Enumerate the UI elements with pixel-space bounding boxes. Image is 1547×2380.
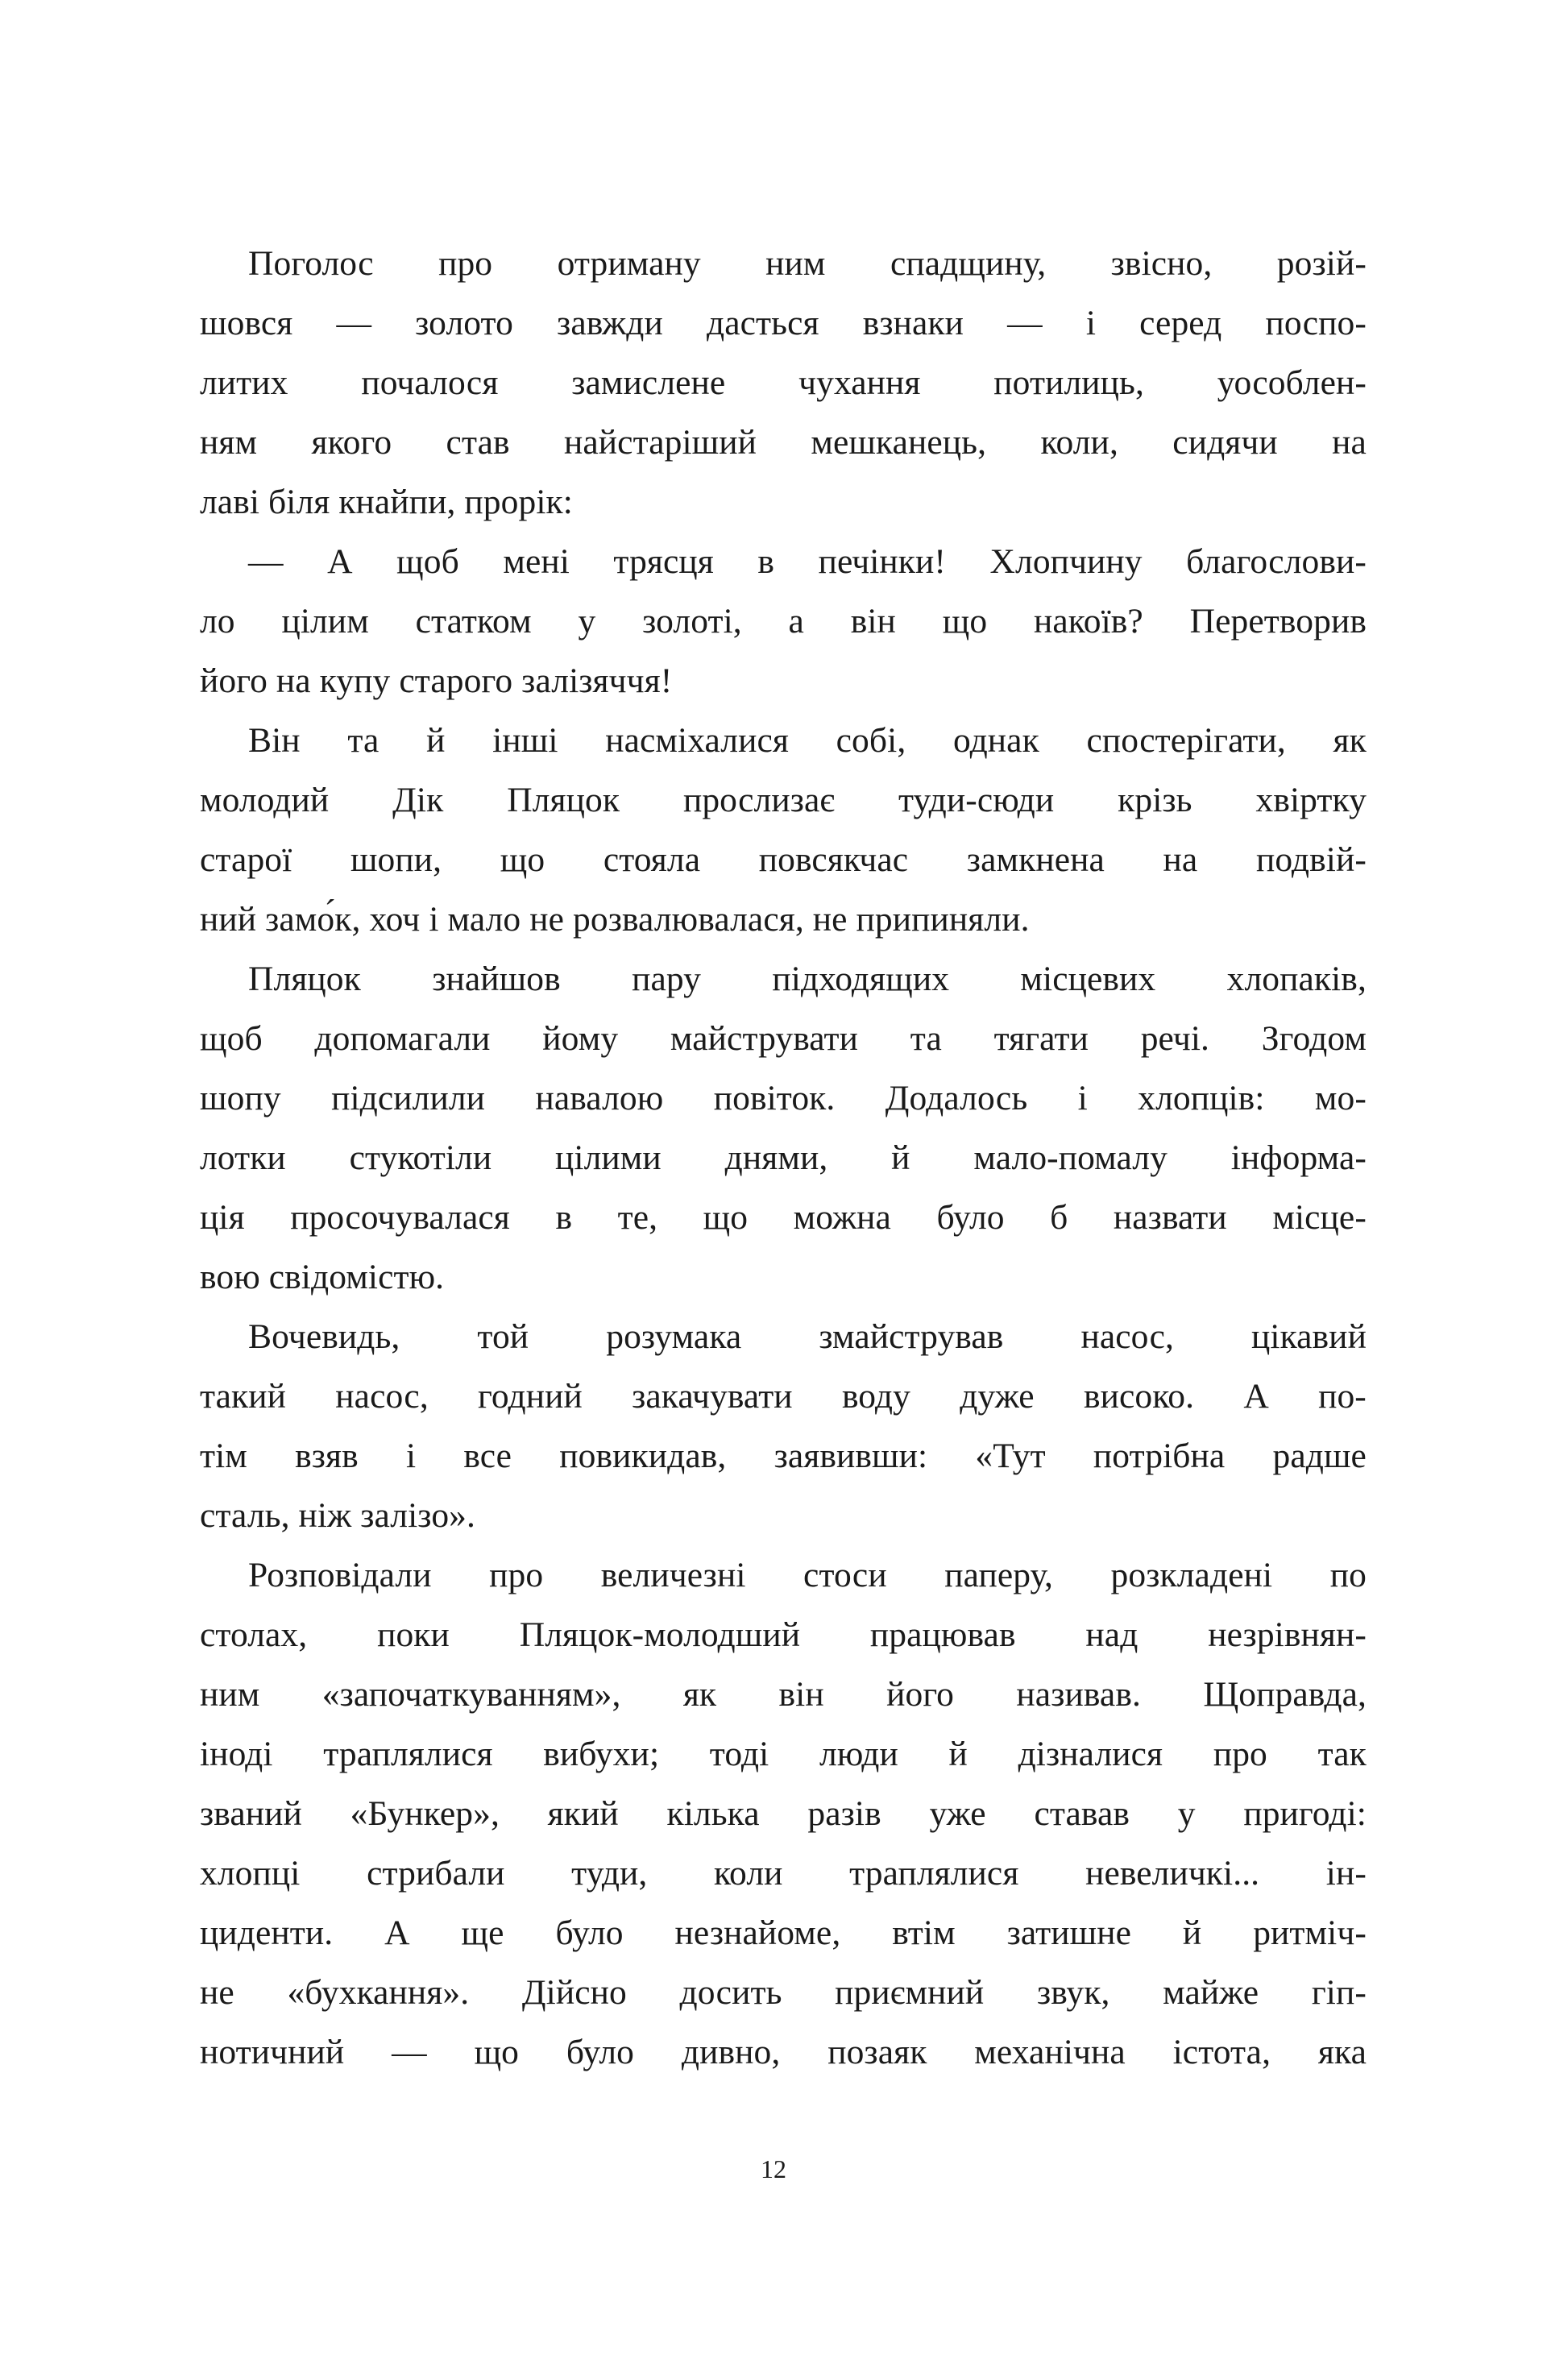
text-word: ставав: [1034, 1794, 1130, 1833]
text-word: —: [392, 2033, 427, 2071]
text-word: дивно,: [681, 2033, 781, 2071]
text-word: золоті,: [642, 602, 742, 641]
text-line: [200, 711, 1367, 770]
text-word: інші: [492, 721, 558, 760]
text-line: [200, 532, 1367, 591]
text-word: що: [942, 602, 988, 641]
text-word: туди-сюди: [898, 781, 1055, 819]
text-word: не: [200, 1973, 234, 2012]
text-word: золото: [415, 304, 513, 342]
text-word: пригоді:: [1243, 1794, 1367, 1833]
text-word: люди: [819, 1735, 898, 1773]
text-word: невеличкі...: [1085, 1854, 1260, 1893]
text-word: радше: [1272, 1437, 1367, 1475]
text-word: йому: [542, 1019, 619, 1058]
text-word: так: [1317, 1735, 1367, 1773]
text-word: найстаріший: [564, 423, 757, 462]
text-word: про: [1213, 1735, 1267, 1773]
text-word: називав.: [1016, 1675, 1141, 1714]
text-word: про: [489, 1556, 544, 1594]
text-word: над: [1085, 1615, 1138, 1654]
text-word: вибухи;: [543, 1735, 660, 1773]
text-line: [200, 353, 1367, 413]
text-word: можна: [793, 1198, 891, 1237]
text-word: почалося: [361, 363, 499, 402]
text-word: потрібна: [1093, 1437, 1226, 1475]
text-word: затишне: [1006, 1914, 1132, 1952]
text-line: [200, 1307, 1367, 1366]
text-word: в: [757, 542, 775, 581]
text-word: щоб: [200, 1019, 263, 1058]
text-word: підсилили: [331, 1079, 486, 1117]
paragraph: [200, 711, 1367, 949]
text-word: він: [778, 1675, 824, 1714]
text-word: він: [850, 602, 896, 641]
text-word: старої: [200, 840, 292, 879]
text-word: незрівнян-: [1208, 1615, 1367, 1654]
text-word: траплялися: [849, 1854, 1019, 1893]
text-word: і: [1077, 1079, 1088, 1117]
text-word: допомагали: [314, 1019, 491, 1058]
text-line: [200, 1903, 1367, 1963]
text-word: лотки: [200, 1138, 286, 1177]
text-line: [200, 1724, 1367, 1784]
text-word: у: [578, 602, 596, 641]
text-word: паперу,: [944, 1556, 1053, 1594]
text-line: [200, 413, 1367, 472]
text-word: Вочевидь,: [248, 1317, 400, 1356]
text-word: знайшов: [432, 960, 561, 998]
text-line: [200, 2022, 1367, 2082]
text-line: [200, 1366, 1367, 1426]
text-word: як: [1333, 721, 1367, 760]
text-line: [200, 1784, 1367, 1843]
text-word: собі,: [836, 721, 906, 760]
text-line: [200, 1605, 1367, 1665]
text-word: дуже: [960, 1377, 1035, 1416]
text-word: званий: [200, 1794, 302, 1833]
text-word: поспо-: [1265, 304, 1367, 342]
text-word: Щоправда,: [1203, 1675, 1367, 1714]
text-word: Пляцок: [248, 960, 361, 998]
paragraph: [200, 234, 1367, 532]
text-word: на: [1332, 423, 1367, 462]
text-word: Хлопчину: [989, 542, 1143, 581]
text-line: [200, 1963, 1367, 2022]
text-word: повикидав,: [559, 1437, 727, 1475]
text-word: цілими: [555, 1138, 662, 1177]
text-word: уже: [929, 1794, 986, 1833]
text-word: тоді: [709, 1735, 769, 1773]
text-word: заявивши:: [774, 1437, 928, 1475]
text-line: [200, 1128, 1367, 1188]
text-word: циденти.: [200, 1914, 334, 1952]
text-word: Пляцок-молодший: [519, 1615, 801, 1654]
text-word: Він: [248, 721, 301, 760]
text-word: нотичний: [200, 2033, 345, 2071]
text-word: речі.: [1140, 1019, 1209, 1058]
text-word: гіп-: [1311, 1973, 1367, 2012]
text-word: в: [555, 1198, 573, 1237]
text-word: —: [248, 542, 284, 581]
text-word: інформа-: [1230, 1138, 1367, 1177]
text-word: майже: [1163, 1973, 1259, 2012]
text-word: А: [327, 542, 353, 581]
text-word: статком: [415, 602, 532, 641]
text-line: [200, 1545, 1367, 1605]
text-line: [200, 234, 1367, 293]
text-word: а: [788, 602, 804, 641]
text-word: стукотіли: [349, 1138, 492, 1177]
text-word: тім: [200, 1437, 247, 1475]
text-word: просочувалася: [290, 1198, 510, 1237]
text-word: «Тут: [975, 1437, 1046, 1475]
text-word: дасться: [706, 304, 819, 342]
text-word: шовся: [200, 304, 293, 342]
text-word: взнаки: [862, 304, 964, 342]
text-word: та: [347, 721, 379, 760]
text-word: ним: [765, 244, 826, 283]
text-word: стояла: [603, 840, 701, 879]
text-line: [200, 1426, 1367, 1486]
text-line: вою свідомістю.: [200, 1258, 445, 1296]
text-word: прослизає: [682, 781, 836, 819]
text-word: —: [336, 304, 372, 342]
text-word: туди,: [571, 1854, 648, 1893]
text-line: ний замо́к, хоч і мало не розвалювалася, не припиняли.: [200, 900, 1030, 939]
text-word: потилиць,: [993, 363, 1144, 402]
text-word: коли,: [1040, 423, 1118, 462]
text-word: якого: [311, 423, 392, 462]
text-word: щоб: [396, 542, 459, 581]
text-word: по: [1329, 1556, 1367, 1594]
text-word: навалою: [535, 1079, 664, 1117]
text-word: змайстрував: [819, 1317, 1004, 1356]
text-word: ням: [200, 423, 258, 462]
text-word: величезні: [600, 1556, 746, 1594]
text-word: й: [1182, 1914, 1202, 1952]
text-line: сталь, ніж залізо».: [200, 1496, 475, 1535]
text-word: й: [891, 1138, 910, 1177]
text-word: тягати: [993, 1019, 1089, 1058]
text-word: насміхалися: [605, 721, 789, 760]
text-word: столах,: [200, 1615, 308, 1654]
text-word: його: [886, 1675, 955, 1714]
text-word: мені: [503, 542, 570, 581]
text-word: підходящих: [772, 960, 950, 998]
text-word: розумака: [606, 1317, 742, 1356]
text-word: стрибали: [367, 1854, 505, 1893]
text-word: Перетворив: [1189, 602, 1367, 641]
text-line: [200, 830, 1367, 889]
text-word: печінки!: [818, 542, 947, 581]
text-word: про: [438, 244, 493, 283]
text-line: [200, 1188, 1367, 1247]
text-word: дізналися: [1018, 1735, 1163, 1773]
text-word: —: [1007, 304, 1043, 342]
text-line: [200, 293, 1367, 353]
text-line: лаві біля кнайпи, прорік:: [200, 483, 573, 521]
page-number: 12: [761, 2154, 786, 2183]
text-word: було: [555, 1914, 624, 1952]
text-word: ним: [200, 1675, 260, 1714]
text-word: А: [384, 1914, 410, 1952]
text-line: [200, 591, 1367, 651]
text-word: високо.: [1083, 1377, 1195, 1416]
text-word: той: [477, 1317, 529, 1356]
text-line: [200, 949, 1367, 1009]
text-word: Дік: [392, 781, 444, 819]
text-word: траплялися: [323, 1735, 493, 1773]
text-word: хвіртку: [1255, 781, 1367, 819]
text-word: крізь: [1118, 781, 1192, 819]
text-word: звук,: [1036, 1973, 1110, 2012]
page-text-block: [200, 234, 1367, 2082]
text-word: яка: [1317, 2033, 1367, 2071]
text-line: [200, 1665, 1367, 1724]
text-word: сидячи: [1172, 423, 1278, 462]
text-word: як: [682, 1675, 717, 1714]
text-word: хлопці: [200, 1854, 301, 1893]
text-word: мо-: [1314, 1079, 1367, 1117]
text-word: цікавий: [1251, 1317, 1367, 1356]
text-word: що: [703, 1198, 749, 1237]
text-word: що: [474, 2033, 520, 2071]
text-word: іноді: [200, 1735, 273, 1773]
text-word: шопи,: [350, 840, 442, 879]
text-word: було: [936, 1198, 1005, 1237]
text-line: [200, 1068, 1367, 1128]
text-word: поки: [377, 1615, 450, 1654]
text-word: замкнена: [966, 840, 1105, 879]
text-word: такий: [200, 1377, 287, 1416]
text-word: накоїв?: [1033, 602, 1143, 641]
text-word: литих: [200, 363, 288, 402]
text-word: незнайоме,: [674, 1914, 841, 1952]
text-word: назвати: [1113, 1198, 1227, 1237]
text-line: [200, 1843, 1367, 1903]
text-word: у: [1177, 1794, 1196, 1833]
text-word: який: [547, 1794, 619, 1833]
text-word: мало-помалу: [973, 1138, 1168, 1177]
text-line: його на купу старого залізяччя!: [200, 661, 673, 700]
text-word: на: [1163, 840, 1198, 879]
text-word: замислене: [571, 363, 726, 402]
text-word: позаяк: [827, 2033, 927, 2071]
text-word: майструвати: [670, 1019, 859, 1058]
text-word: став: [446, 423, 510, 462]
text-word: «започаткуванням»,: [321, 1675, 621, 1714]
text-word: Пляцок: [507, 781, 620, 819]
text-word: ція: [200, 1198, 245, 1237]
text-word: закачувати: [632, 1377, 793, 1416]
text-word: Додалось: [885, 1079, 1028, 1117]
text-word: разів: [807, 1794, 881, 1833]
text-word: взяв: [295, 1437, 359, 1475]
text-word: цілим: [281, 602, 369, 641]
text-word: повсякчас: [758, 840, 909, 879]
text-word: Розповідали: [248, 1556, 432, 1594]
text-word: молодий: [200, 781, 330, 819]
text-word: спадщину,: [890, 244, 1047, 283]
text-word: розій-: [1276, 244, 1367, 283]
text-word: Дійсно: [521, 1973, 627, 2012]
paragraph: [200, 1307, 1367, 1545]
text-line: [200, 1009, 1367, 1068]
text-word: коли: [714, 1854, 783, 1893]
text-word: розкладені: [1110, 1556, 1273, 1594]
text-word: було: [566, 2033, 635, 2071]
text-word: втім: [892, 1914, 956, 1952]
text-word: годний: [478, 1377, 583, 1416]
text-word: Згодом: [1261, 1019, 1367, 1058]
text-word: насос,: [1080, 1317, 1174, 1356]
text-word: і: [1085, 304, 1096, 342]
text-word: б: [1050, 1198, 1068, 1237]
text-word: «Бункер»,: [350, 1794, 500, 1833]
paragraph: [200, 1545, 1367, 2082]
text-word: і: [405, 1437, 417, 1475]
text-word: кілька: [666, 1794, 760, 1833]
text-word: воду: [841, 1377, 910, 1416]
text-word: днями,: [724, 1138, 828, 1177]
text-word: звісно,: [1110, 244, 1213, 283]
text-word: подвій-: [1255, 840, 1367, 879]
text-word: хлопаків,: [1226, 960, 1367, 998]
text-word: ін-: [1325, 1854, 1367, 1893]
text-word: «бухкання».: [287, 1973, 470, 2012]
text-word: однак: [952, 721, 1039, 760]
text-word: благослови-: [1186, 542, 1367, 581]
text-word: завжди: [557, 304, 663, 342]
paragraph: [200, 532, 1367, 711]
text-word: Поголос: [248, 244, 374, 283]
text-word: повіток.: [713, 1079, 836, 1117]
text-word: ритміч-: [1253, 1914, 1367, 1952]
text-word: досить: [679, 1973, 782, 2012]
text-word: все: [463, 1437, 512, 1475]
text-word: місцевих: [1020, 960, 1156, 998]
text-word: приємний: [835, 1973, 985, 2012]
text-word: пару: [632, 960, 701, 998]
text-word: чухання: [798, 363, 921, 402]
text-word: ще: [461, 1914, 504, 1952]
paragraph: [200, 949, 1367, 1307]
text-word: спостерігати,: [1086, 721, 1286, 760]
text-word: А: [1243, 1377, 1269, 1416]
text-word: ло: [200, 602, 235, 641]
text-line: [200, 770, 1367, 830]
text-word: те,: [617, 1198, 658, 1237]
text-word: механічна: [974, 2033, 1126, 2071]
text-word: серед: [1139, 304, 1222, 342]
text-word: насос,: [335, 1377, 429, 1416]
text-word: працював: [869, 1615, 1016, 1654]
text-word: місце-: [1272, 1198, 1367, 1237]
text-word: та: [910, 1019, 942, 1058]
text-word: отриману: [557, 244, 701, 283]
text-word: уособлен-: [1217, 363, 1367, 402]
text-word: трясця: [613, 542, 714, 581]
text-word: хлопців:: [1138, 1079, 1265, 1117]
text-word: що: [500, 840, 545, 879]
text-word: мешканець,: [811, 423, 987, 462]
text-word: стоси: [803, 1556, 887, 1594]
text-word: по-: [1318, 1377, 1367, 1416]
text-word: й: [948, 1735, 968, 1773]
text-word: й: [426, 721, 446, 760]
text-word: шопу: [200, 1079, 281, 1117]
text-word: істота,: [1172, 2033, 1271, 2071]
